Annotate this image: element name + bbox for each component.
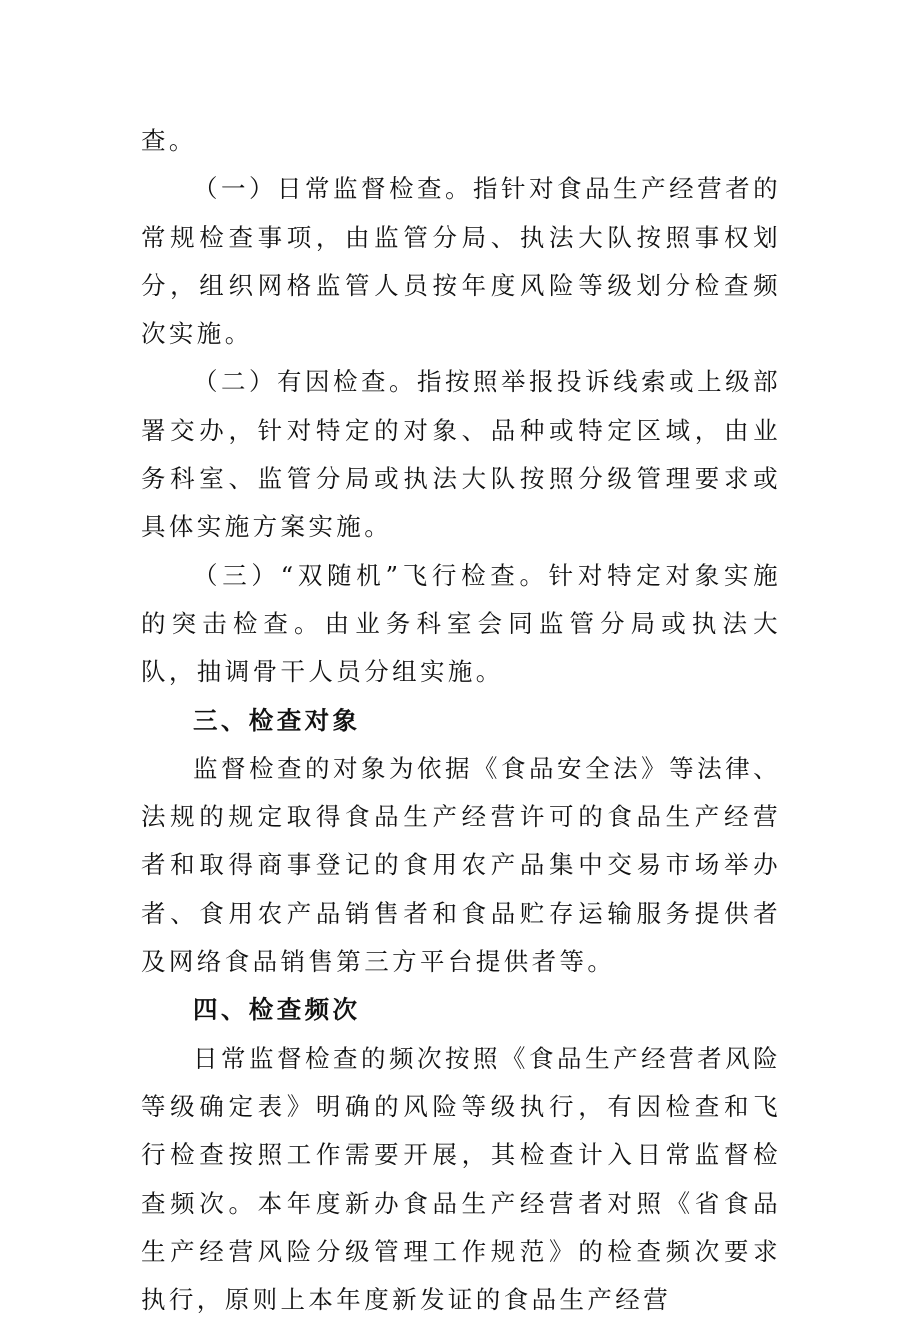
- section-heading-inspection-frequency: 四、检查频次: [193, 995, 361, 1025]
- paragraph-routine-inspection: （一）日常监督检查。指针对食品生产经营者的常规检查事项，由监管分局、执法大队按照事权划分，组织网格监管人员按年度风险等级划分检查频次实施。: [141, 174, 781, 349]
- paragraph-inspection-frequency: 日常监督检查的频次按照《食品生产经营者风险等级确定表》明确的风险等级执行，有因检查和飞行检查按照工作需要开展，其检查计入日常监督检查频次。本年度新办食品生产经营者对照《省食品生产经营风险分级管理工作规范》的检查频次要求执行，原则上本年度新发证的食品生产经营: [141, 1043, 781, 1315]
- paragraph-inspection-objects: 监督检查的对象为依据《食品安全法》等法律、法规的规定取得食品生产经营许可的食品生产经营者和取得商事登记的食用农产品集中交易市场举办者、食用农产品销售者和食品贮存运输服务提供者及网络食品销售第三方平台提供者等。: [141, 753, 781, 977]
- section-heading-inspection-objects: 三、检查对象: [193, 705, 361, 735]
- paragraph-flight-inspection: （三）“双随机”飞行检查。针对特定对象实施的突击检查。由业务科室会同监管分局或执法大队，抽调骨干人员分组实施。: [141, 560, 781, 687]
- paragraph-cause-inspection: （二）有因检查。指按照举报投诉线索或上级部署交办，针对特定的对象、品种或特定区域，由业务科室、监管分局或执法大队按照分级管理要求或具体实施方案实施。: [141, 367, 781, 542]
- document-body: [141, 117, 781, 1324]
- paragraph-continuation: 查。: [141, 126, 197, 155]
